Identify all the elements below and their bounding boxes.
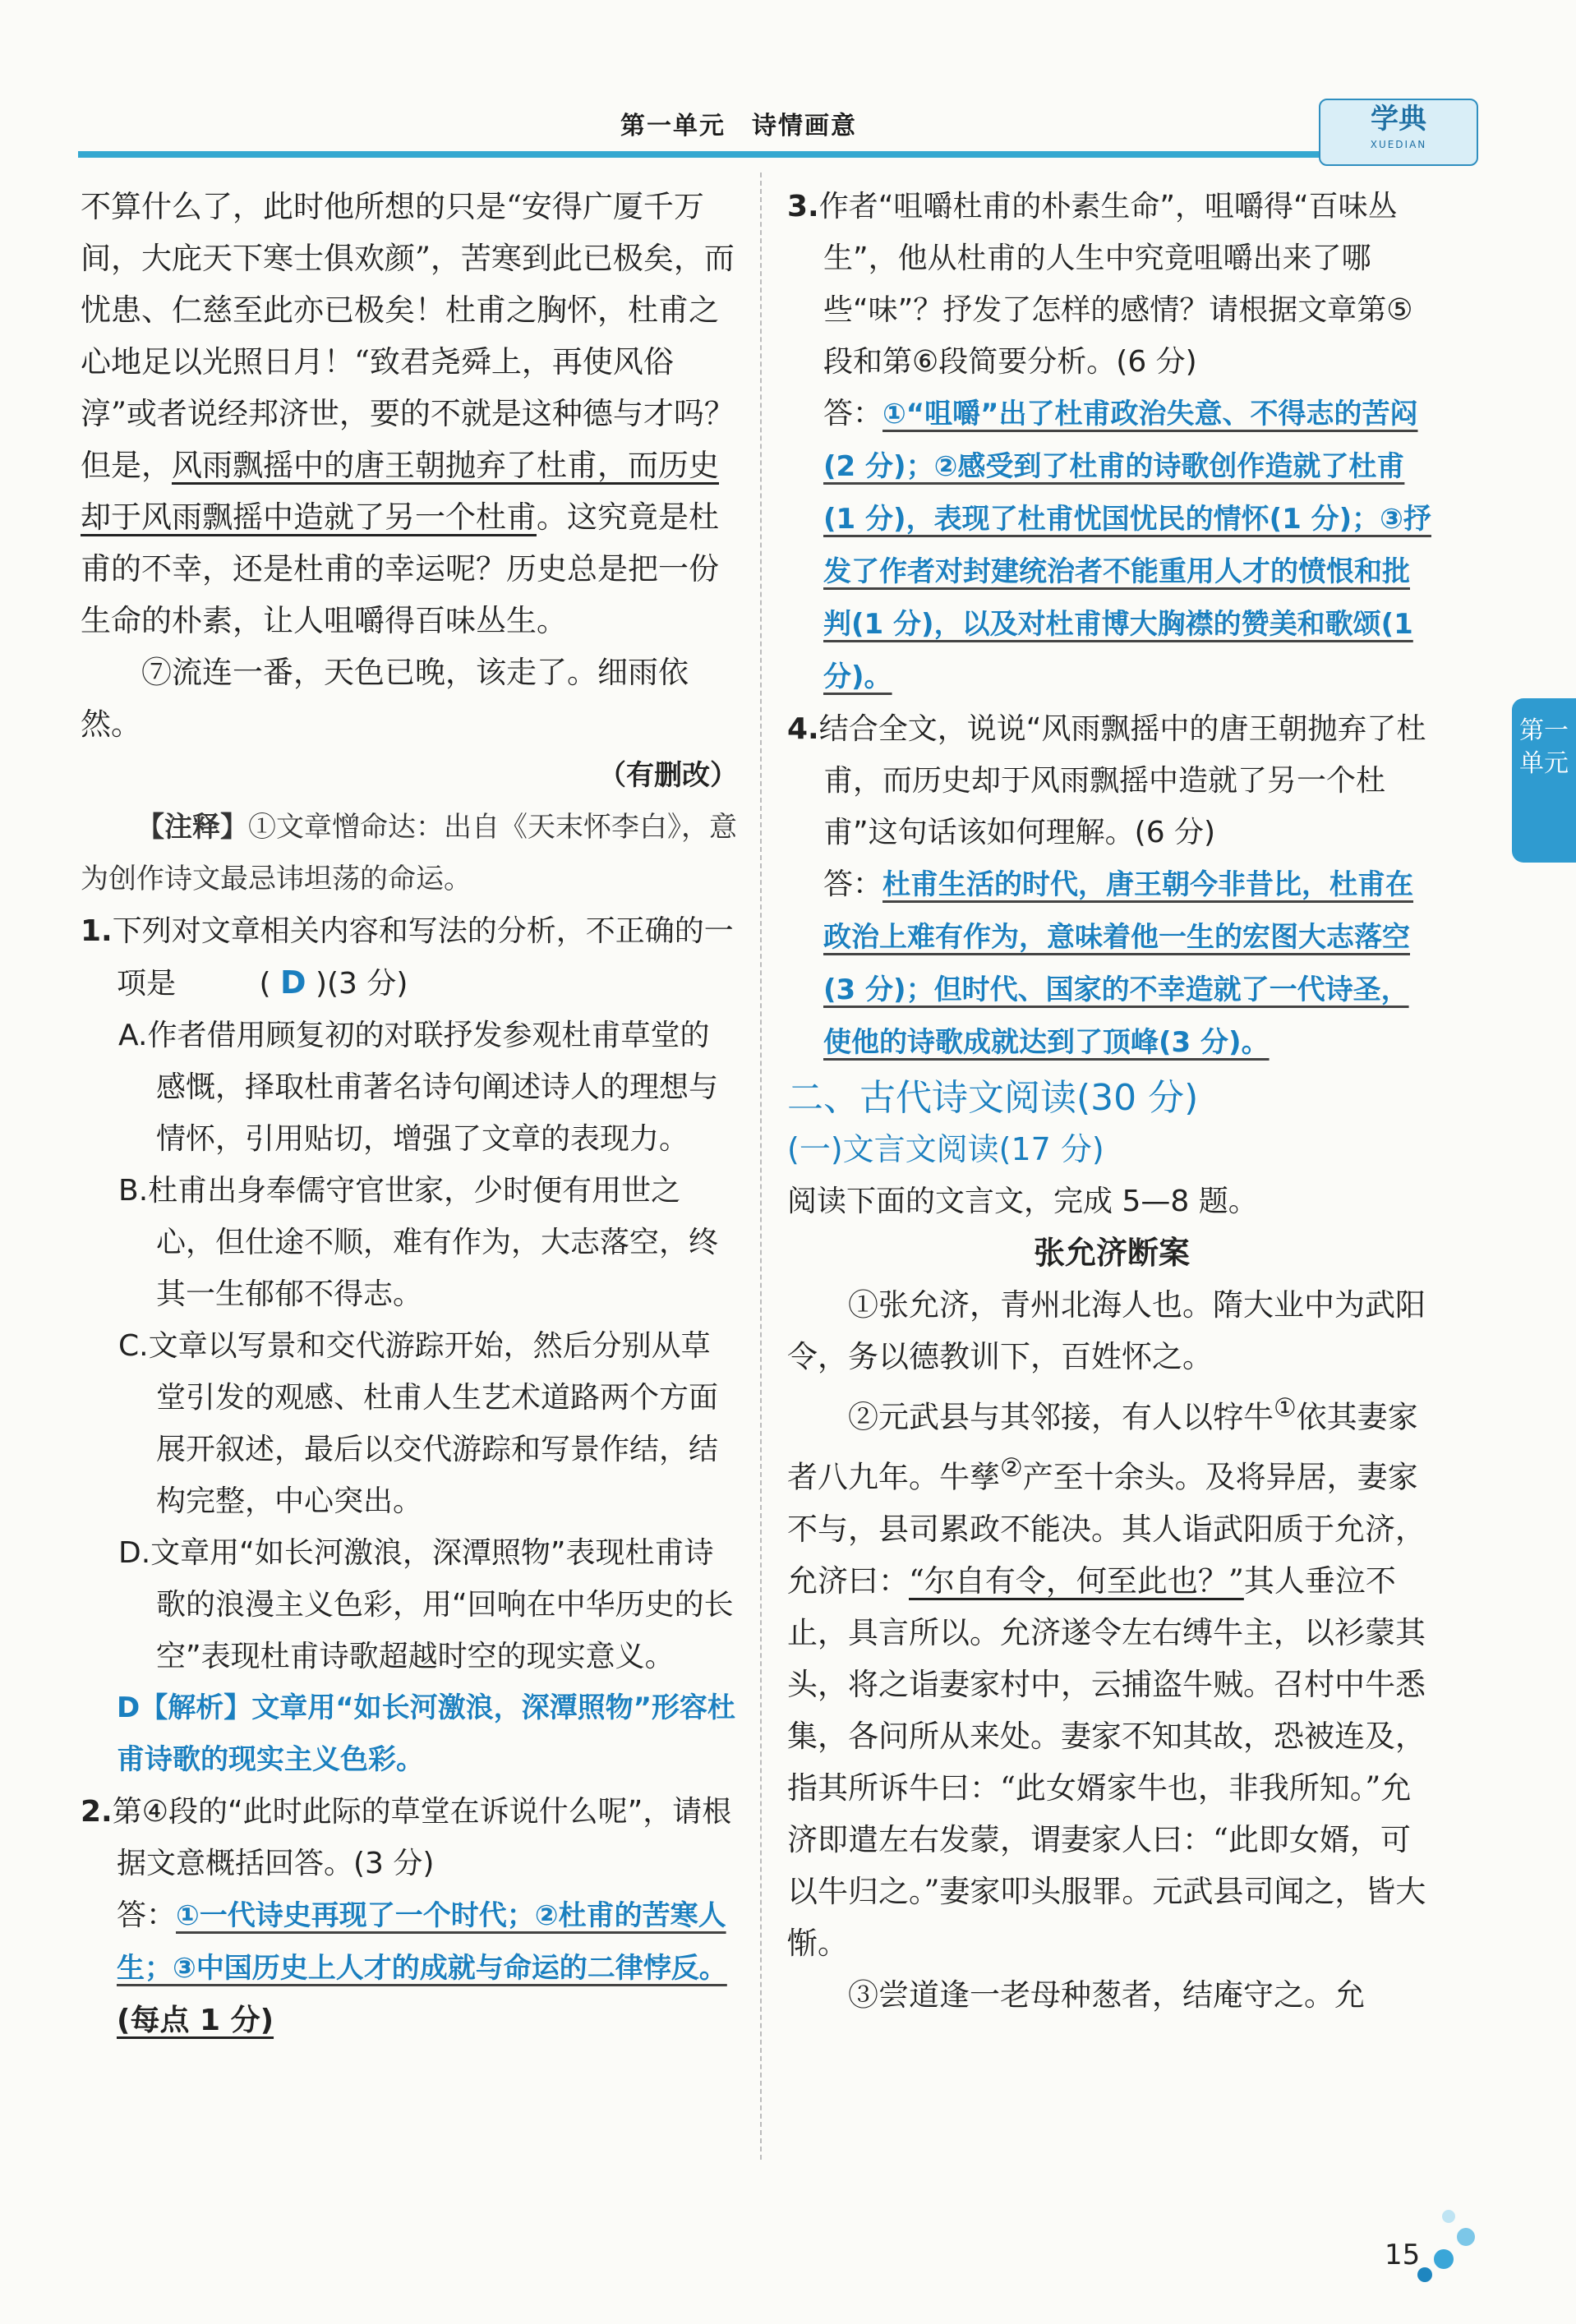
header-title: 第一单元 诗情画意 (620, 112, 857, 140)
option-letter: B. (118, 1174, 149, 1208)
question-4 (787, 703, 1436, 858)
annotation-label: 【注释】 (136, 811, 248, 844)
option-b (81, 1165, 738, 1320)
logo-main-text: 学典 (1371, 103, 1426, 136)
page-header (78, 99, 1434, 156)
question-number: 3. (787, 190, 819, 223)
question-1 (81, 905, 738, 1010)
answer-choice: D (279, 964, 306, 1001)
answer-bracket-open: ( (259, 967, 271, 1001)
option-text: 杜甫出身奉儒守官世家，少时便有用世之心，但仕途不顺，难有作为，大志落空，终其一生郁郁不得志。 (148, 1174, 719, 1311)
right-column (787, 181, 1436, 2021)
underlined-sentence: 风雨飘摇中的唐王朝抛弃了杜甫，而历史却于风雨飘摇中造就了另一个杜甫 (81, 448, 719, 535)
answer-text: 杜甫生活的时代，唐王朝今非昔比，杜甫在政治上难有作为，意味着他一生的宏图大志落空(3 分)；但时代、国家的不幸造就了一代诗圣，使他的诗歌成就达到了顶峰(3 分)。 (823, 868, 1414, 1059)
column-divider (760, 173, 762, 2160)
story-text: ②元武县与其邻接，有人以牸牛 (848, 1399, 1274, 1435)
question-4-answer (787, 858, 1436, 1069)
answer-text: ①一代诗史再现了一个时代；②杜甫的苦寒人生；③中国历史上人才的成就与命运的二律悖反。 (117, 1899, 727, 1985)
footnote-marker: ① (1274, 1393, 1297, 1423)
underlined-sentence: “尔自有令，何至此也？” (909, 1562, 1244, 1599)
passage-text: 不算什么了，此时他所想的只是“安得广厦千万间，大庇天下寒士俱欢颜”，苦寒到此已极矣，而忧患、仁慈至此亦已极矣！杜甫之胸怀，杜甫之心地足以光照日月！“致君尧舜上，再使风俗淳”或者说经邦济世，要的不就是这种德与才吗？但是， (81, 189, 735, 483)
question-text: 结合全文，说说“风雨飘摇中的唐王朝抛弃了杜甫，而历史却于风雨飘摇中造就了另一个杜甫”这句话该如何理解。(6 分) (818, 712, 1426, 849)
question-number: 4. (787, 712, 819, 746)
footnote-marker: ② (1000, 1453, 1023, 1484)
option-letter: D. (118, 1536, 151, 1570)
edited-note: （有删改） (598, 759, 738, 792)
question-number: 2. (81, 1795, 113, 1829)
story-paragraph-3: ③尝道逢一老母种葱者，结庵守之。允 (848, 1977, 1365, 2013)
answer-label: 答： (823, 867, 883, 901)
question-number: 1. (81, 914, 113, 948)
left-column (81, 181, 738, 2046)
logo-sub-text: XUEDIAN (1370, 139, 1427, 150)
answer-points: (每点 1 分) (117, 2004, 274, 2037)
passage-paragraph (81, 181, 738, 647)
passage-paragraph-7: ⑦流连一番，天色已晚，该走了。细雨依然。 (81, 655, 689, 742)
story-paragraph-1: ①张允济，青州北海人也。隋大业中为武阳令，务以德教训下，百姓怀之。 (787, 1287, 1426, 1374)
question-2 (81, 1786, 738, 1889)
story-paragraph-2 (787, 1383, 1436, 1969)
page-number: 15 (1385, 2239, 1421, 2271)
header-rule (78, 151, 1352, 158)
question-2-answer (81, 1889, 738, 2046)
question-text: 第④段的“此时此际的草堂在诉说什么呢”，请根据文意概括回答。(3 分) (112, 1795, 732, 1880)
story-title: 张允济断案 (1033, 1235, 1190, 1271)
question-text: 下列对文章相关内容和写法的分析，不正确的一项是 (112, 914, 734, 1001)
question-text: 作者“咀嚼杜甫的朴素生命”，咀嚼得“百味丛生”，他从杜甫的人生中究竟咀嚼出来了哪些“味”？抒发了怎样的感情？请根据文章第⑤段和第⑥段简要分析。(6 分) (818, 190, 1413, 379)
annotation (81, 802, 738, 905)
option-text: 文章用“如长河激浪，深潭照物”表现杜甫诗歌的浪漫主义色彩，用“回响在中华历史的长空”表现杜甫诗歌超越时空的现实意义。 (150, 1536, 734, 1673)
story-text: 产至十余头。及将异居，妻家不与，县司累政不能决。其人诣武阳质于允济，允济曰： (787, 1459, 1426, 1599)
option-text: 作者借用顾复初的对联抒发参观杜甫草堂的感慨，择取杜甫著名诗句阐述诗人的理想与情怀，引用贴切，增强了文章的表现力。 (147, 1019, 719, 1156)
question-3 (787, 181, 1436, 388)
question-1-analysis: D【解析】文章用“如长河激浪，深潭照物”形容杜甫诗歌的现实主义色彩。 (117, 1691, 735, 1776)
reading-instruction: 阅读下面的文言文，完成 5—8 题。 (787, 1185, 1258, 1218)
subsection-heading: (一)文言文阅读(17 分) (787, 1131, 1104, 1167)
unit-side-tab: 第一单元 (1512, 698, 1576, 863)
passage-text: 。这究竟是杜甫的不幸，还是杜甫的幸运呢？历史总是把一份生命的朴素，让人咀嚼得百味丛生。 (81, 499, 719, 638)
question-score: )(3 分) (315, 967, 408, 1001)
annotation-text: ①文章憎命达：出自《天末怀李白》，意为创作诗文最忌讳坦荡的命运。 (81, 811, 737, 895)
option-a (81, 1010, 738, 1165)
answer-label: 答： (823, 397, 883, 430)
answer-label: 答： (117, 1898, 177, 1932)
section-heading: 二、古代诗文阅读(30 分) (787, 1077, 1199, 1119)
option-c (81, 1320, 738, 1527)
option-letter: C. (118, 1329, 149, 1363)
story-text: 其人垂泣不止，具言所以。允济遂令左右缚牛主，以衫蒙其头，将之诣妻家村中，云捕盗牛贼。召村中牛悉集，各问所从来处。妻家不知其故，恐被连及，指其所诉牛曰：“此女婿家牛也，非我所知。”允济即遣左右发蒙，谓妻家人曰：“此即女婿，可以牛归之。”妻家叩头服罪。元武县司闻之，皆大惭。 (787, 1562, 1426, 1961)
option-text: 文章以写景和交代游踪开始，然后分别从草堂引发的观感、杜甫人生艺术道路两个方面展开叙述，最后以交代游踪和写景作结，结构完整，中心突出。 (148, 1329, 719, 1518)
xuedian-logo (1319, 99, 1478, 166)
question-3-answer (787, 388, 1436, 703)
story-text: 依其妻家者八九年。牛孳 (787, 1399, 1418, 1495)
answer-text: ①“咀嚼”出了杜甫政治失意、不得志的苦闷(2 分)；②感受到了杜甫的诗歌创作造就了杜甫(1 分)，表现了杜甫忧国忧民的情怀(1 分)；③抒发了作者对封建统治者不能重用人才的愤恨和批判(1 分)，以及对杜甫博大胸襟的赞美和歌颂(1 分)。 (823, 398, 1431, 693)
option-d (81, 1527, 738, 1682)
option-letter: A. (118, 1019, 148, 1052)
